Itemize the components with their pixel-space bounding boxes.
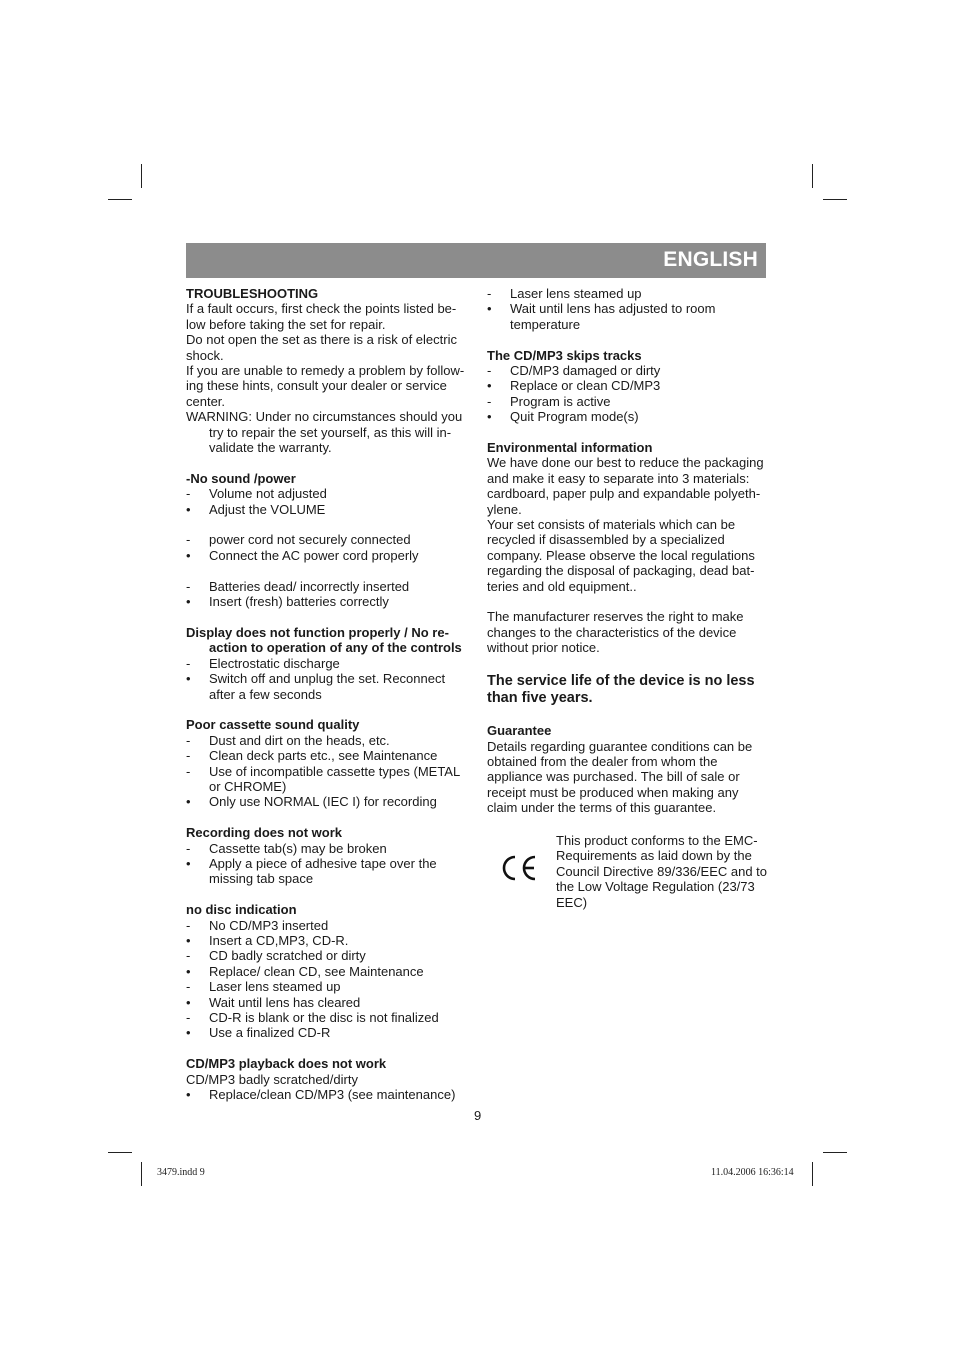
list-item: - CD badly scratched or dirty (186, 948, 366, 964)
language-title: ENGLISH (663, 248, 758, 271)
bullet-marker: • (186, 855, 191, 871)
list-item: • Replace/ clean CD, see Maintenance (186, 963, 424, 979)
section-heading: Poor cassette sound quality (186, 717, 360, 733)
list-item: - CD/MP3 damaged or dirty (487, 363, 661, 379)
list-item: - Volume not adjusted (186, 486, 327, 502)
bullet-marker: • (487, 409, 492, 425)
crop-mark (823, 199, 847, 200)
list-item: - Clean deck parts etc., see Maintenance (186, 748, 438, 764)
list-item: - Batteries dead/ incorrectly inserted (186, 578, 410, 594)
list-item: • Use a finalized CD-R (186, 1025, 331, 1041)
section-heading: CD/MP3 playback does not work (186, 1056, 387, 1072)
list-item: • Quit Program mode(s) (487, 409, 639, 425)
list-item: - CD-R is blank or the disc is not finalized (186, 1009, 439, 1025)
dash-marker: - (487, 393, 492, 409)
dash-marker: - (186, 655, 191, 671)
list-item: - Program is active (487, 393, 611, 409)
ce-conformity-text: This product conforms to the EMC-Requirements as laid down by the Council Directive 89/336/EEC and to the Low Voltage Regulation (23/73 EEC) (556, 832, 768, 910)
ce-mark-icon (501, 853, 539, 883)
list-item: • Apply a piece of adhesive tape over the missing tab space (186, 855, 437, 887)
crop-mark (108, 199, 132, 200)
crop-mark (823, 1152, 847, 1153)
dash-marker: - (487, 286, 492, 301)
environment-paragraph: Your set consists of materials which can be recycled if disassembled by a specialized company. Please observe the local regulations regarding the disposal of packaging, dead bat-teries and old equipment.. (487, 517, 755, 594)
warning-text: WARNING: Under no circumstances should you try to repair the set yourself, as this will in-validate the warranty. (186, 409, 463, 456)
list-item: • Adjust the VOLUME (186, 501, 326, 517)
list-item: - Electrostatic discharge (186, 655, 340, 671)
bullet-marker: • (186, 963, 191, 979)
list-item: - Use of incompatible cassette types (METAL or CHROME) (186, 763, 460, 794)
list-item: • Replace or clean CD/MP3 (487, 378, 661, 394)
bullet-marker: • (186, 932, 191, 948)
crop-mark (141, 1162, 142, 1186)
section-heading: Guarantee (487, 723, 552, 739)
dash-marker: - (186, 1009, 191, 1025)
dash-marker: - (186, 532, 191, 548)
bullet-marker: • (487, 378, 492, 394)
section-heading: Recording does not work (186, 825, 343, 841)
language-header-bar (186, 243, 766, 278)
list-item: - Cassette tab(s) may be broken (186, 840, 387, 856)
bullet-marker: • (186, 1087, 191, 1102)
right-column (487, 286, 769, 913)
bullet-marker: • (186, 1025, 191, 1041)
section-subtext: CD/MP3 badly scratched/dirty (186, 1071, 358, 1087)
date-slug: 11.04.2006 16:36:14 (711, 1167, 794, 1178)
section-heading: -No sound /power (186, 470, 296, 486)
bullet-marker: • (487, 301, 492, 317)
bullet-marker: • (186, 994, 191, 1010)
left-column (186, 286, 470, 1102)
manufacturer-note: The manufacturer reserves the right to make changes to the characteristics of the device without prior notice. (487, 609, 744, 656)
dash-marker: - (186, 948, 191, 964)
dash-marker: - (186, 840, 191, 856)
bullet-marker: • (186, 594, 191, 610)
dash-marker: - (186, 732, 191, 748)
dash-marker: - (186, 917, 191, 933)
bullet-marker: • (186, 501, 191, 517)
section-heading: Display does not function properly / No re-action to operation of any of the controls (186, 624, 462, 656)
list-item: - Laser lens steamed up (186, 979, 341, 995)
list-item: • Insert a CD,MP3, CD-R. (186, 932, 349, 948)
ce-conformity-block (487, 833, 769, 913)
dash-marker: - (186, 486, 191, 502)
list-item: - Dust and dirt on the heads, etc. (186, 732, 390, 748)
bullet-marker: • (186, 547, 191, 563)
bullet-marker: • (186, 794, 191, 810)
list-item: - power cord not securely connected (186, 532, 411, 548)
crop-mark (141, 164, 142, 188)
section-heading: no disc indication (186, 902, 297, 918)
crop-mark (108, 1152, 132, 1153)
section-heading: The CD/MP3 skips tracks (487, 347, 642, 363)
dash-marker: - (487, 363, 492, 379)
dash-marker: - (186, 578, 191, 594)
list-item: - Laser lens steamed up (487, 286, 642, 301)
guarantee-text: Details regarding guarantee conditions can be obtained from the dealer from whom the appliance was purchased. The bill of sale or receipt must be produced when making any claim under the terms of this guarantee. (487, 738, 753, 816)
list-item: • Wait until lens has cleared (186, 994, 361, 1010)
environment-paragraph: We have done our best to reduce the packaging and make it easy to separate into 3 materials: cardboard, paper pulp and expandable polyeth-ylene. (487, 455, 764, 517)
list-item: • Only use NORMAL (IEC I) for recording (186, 794, 437, 810)
list-item: - No CD/MP3 inserted (186, 917, 329, 933)
list-item: • Switch off and unplug the set. Reconnect after a few seconds (186, 671, 446, 702)
intro-paragraph: If you are unable to remedy a problem by follow-ing these hints, consult your dealer or service center. (186, 363, 465, 409)
intro-paragraph: Do not open the set as there is a risk of electric shock. (186, 332, 457, 363)
dash-marker: - (186, 763, 191, 779)
intro-paragraph: If a fault occurs, first check the points listed be-low before taking the set for repair. (186, 301, 457, 332)
section-heading: Environmental information (487, 440, 653, 456)
list-item: • Connect the AC power cord properly (186, 547, 419, 563)
file-slug: 3479.indd 9 (157, 1167, 205, 1178)
troubleshooting-title: TROUBLESHOOTING (186, 286, 319, 301)
list-item: • Replace/clean CD/MP3 (see maintenance) (186, 1087, 456, 1102)
bullet-marker: • (186, 671, 191, 687)
dash-marker: - (186, 979, 191, 995)
page-number: 9 (474, 1108, 482, 1123)
list-item: • Insert (fresh) batteries correctly (186, 594, 389, 610)
crop-mark (812, 1162, 813, 1186)
dash-marker: - (186, 748, 191, 764)
list-item: • Wait until lens has adjusted to room temperature (487, 301, 716, 332)
service-life-statement: The service life of the device is no less than five years. (487, 672, 755, 707)
crop-mark (812, 164, 813, 188)
